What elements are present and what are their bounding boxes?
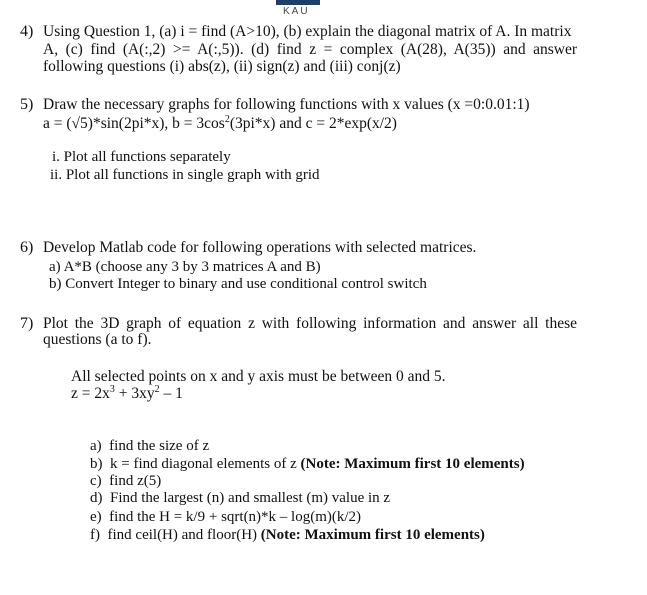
q6-line1: Develop Matlab code for following operations with selected matrices. [43, 239, 477, 256]
q7-item-a [90, 438, 209, 455]
q5-item-i: i. Plot all functions separately [52, 149, 231, 165]
q6-number: 6) [20, 239, 34, 256]
q5-line2-start: a = (√5)*sin(2pi*x), b = 3cos [43, 115, 225, 132]
q7-eq-part3: – 1 [159, 385, 183, 402]
q7-item-b [90, 456, 525, 473]
q4-line1: Using Question 1, (a) i = find (A>10), (b) explain the diagonal matrix of A. In matrix [43, 23, 572, 40]
q7-equation [71, 385, 183, 402]
item-label: e) [90, 509, 102, 525]
q7-eq-sup1: 3 [109, 383, 115, 395]
q6-item-a: a) A*B (choose any 3 by 3 matrices A and B) [49, 259, 321, 275]
q7-eq-sup2: 2 [154, 383, 160, 395]
item-text: find the H = k/9 + sqrt(n)*k – log(m)(k/2) [109, 509, 362, 525]
item-label: a) [90, 438, 102, 454]
q5-line2 [43, 115, 397, 132]
q7-number: 7) [20, 315, 34, 332]
q7-line2: questions (a to f). [43, 331, 152, 348]
item-note: (Note: Maximum first 10 elements) [300, 456, 525, 472]
item-text: find z(5) [109, 473, 162, 489]
logo-text: KAU [283, 6, 310, 17]
q7-info: All selected points on x and y axis must be between 0 and 5. [71, 368, 446, 385]
item-text: Find the largest (n) and smallest (m) value in z [110, 490, 391, 506]
q7-eq-part1: z = 2x [71, 385, 110, 402]
q7-eq-part2: + 3xy [114, 385, 155, 402]
q7-item-f [90, 527, 485, 544]
q5-item-ii: ii. Plot all functions in single graph with grid [50, 167, 320, 183]
item-label: c) [90, 473, 102, 489]
q7-item-d [90, 490, 390, 507]
q5-number: 5) [20, 96, 34, 113]
item-label: d) [90, 490, 103, 506]
q6-item-b: b) Convert Integer to binary and use conditional control switch [49, 276, 427, 292]
university-logo [276, 0, 320, 5]
q7-line1: Plot the 3D graph of equation z with following information and answer all these [43, 315, 577, 332]
item-text: find ceil(H) and floor(H) [107, 527, 261, 543]
q4-line3: following questions (i) abs(z), (ii) sign(z) and (iii) conj(z) [43, 58, 401, 75]
item-note: (Note: Maximum first 10 elements) [260, 527, 485, 543]
q5-line2-end: (3pi*x) and c = 2*exp(x/2) [229, 115, 397, 132]
item-label: f) [90, 527, 100, 543]
q4-number: 4) [20, 23, 34, 40]
q7-item-e [90, 509, 361, 526]
item-label: b) [90, 456, 103, 472]
item-text: find the size of z [109, 438, 210, 454]
q5-line1: Draw the necessary graphs for following functions with x values (x =0:0.01:1) [43, 96, 530, 113]
item-text: k = find diagonal elements of z [110, 456, 301, 472]
q7-item-c [90, 473, 161, 490]
q5-line2-sup: 2 [224, 113, 230, 125]
q4-line2: A, (c) find (A(:,2) >= A(:,5)). (d) find z = complex (A(28), A(35)) and answer [43, 41, 577, 58]
